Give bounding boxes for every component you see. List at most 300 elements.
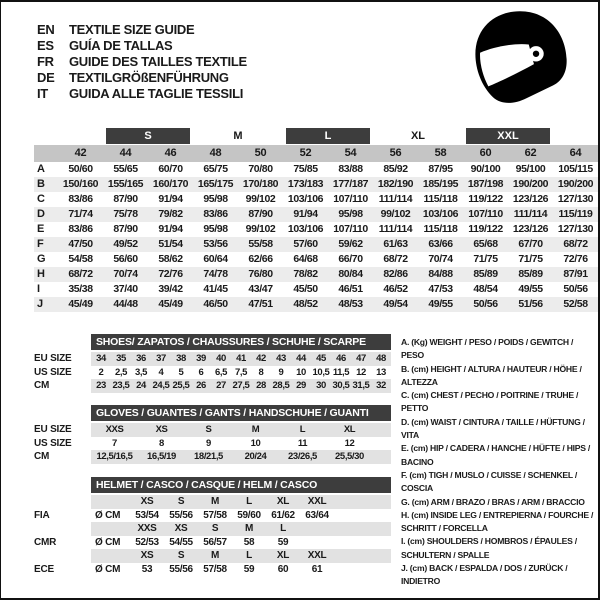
- measurement-value: 190/200: [557, 178, 594, 190]
- language-row: [37, 22, 247, 38]
- language-code: IT: [37, 86, 48, 101]
- legend-item: J. (cm) BACK / ESPALDA / DOS / ZURÜCK / INDIETRO: [401, 563, 568, 587]
- row-cells: [91, 352, 391, 366]
- cell-value: 6,5: [214, 366, 227, 378]
- helmet-row: [34, 522, 391, 536]
- measurement-value: 51/56: [518, 298, 543, 310]
- measurement-row: [34, 192, 598, 207]
- measurement-value: 71/74: [68, 208, 93, 220]
- diameter-unit-label: Ø CM: [95, 563, 121, 575]
- row-letter: J: [37, 298, 44, 310]
- measurement-value: 150/160: [62, 178, 99, 190]
- helmet-row: [34, 549, 391, 563]
- measurement-row: [34, 297, 598, 312]
- measurement-value: 83/86: [68, 193, 93, 205]
- size-number: 64: [569, 147, 582, 159]
- cell-value: 10: [296, 366, 306, 378]
- measurement-value: 182/190: [377, 178, 414, 190]
- diameter-unit-label: Ø CM: [95, 536, 121, 548]
- measurement-value: 49/54: [383, 298, 408, 310]
- measurement-row: [34, 207, 598, 222]
- row-cells: [91, 379, 391, 393]
- cell-value: 42: [256, 353, 266, 364]
- row-letter: F: [37, 238, 44, 250]
- measurement-value: 123/126: [512, 223, 549, 235]
- cell-value: S: [177, 550, 185, 561]
- cell-value: XS: [140, 550, 154, 561]
- cell-value: 23: [96, 380, 106, 391]
- measurement-value: 82/86: [383, 268, 408, 280]
- size-number: 60: [479, 147, 492, 159]
- measurement-value: 68/72: [383, 253, 408, 265]
- cell-value: 57/58: [203, 509, 227, 521]
- size-number: 54: [344, 147, 357, 159]
- measurement-value: 85/89: [473, 268, 498, 280]
- measurement-value: 47/53: [428, 283, 453, 295]
- measurement-value: 105/115: [558, 163, 593, 175]
- cell-value: 27: [216, 380, 226, 391]
- measurement-value: 99/102: [380, 208, 411, 220]
- measurement-value: 76/80: [248, 268, 273, 280]
- language-code: FR: [37, 54, 54, 69]
- language-code: EN: [37, 22, 55, 37]
- language-title: TEXTILGRÖßENFÜHRUNG: [69, 70, 229, 85]
- size-number: 46: [164, 147, 177, 159]
- cell-value: 53/54: [135, 509, 159, 521]
- cell-value: 20/24: [244, 451, 267, 462]
- row-letter: C: [37, 193, 45, 205]
- cell-value: 63/64: [305, 509, 329, 521]
- measurement-value: 56/60: [113, 253, 138, 265]
- helmet-row: [34, 563, 391, 577]
- measurement-value: 87/90: [113, 223, 138, 235]
- row-letter: H: [37, 268, 45, 280]
- measurement-value: 70/74: [113, 268, 138, 280]
- row-label: US SIZE: [34, 437, 72, 449]
- measurement-value: 55/58: [248, 238, 273, 250]
- measurement-value: 71/75: [518, 253, 543, 265]
- size-number: 44: [119, 147, 132, 159]
- legend-item: I. (cm) SHOULDERS / HOMBROS / ÉPAULES / SCHULTERN / SPALLE: [401, 536, 577, 560]
- group-m: M: [233, 130, 243, 142]
- measurement-value: 48/53: [338, 298, 363, 310]
- measurement-value: 111/114: [378, 223, 413, 235]
- measurement-value: 72/76: [158, 268, 183, 280]
- row-letter: G: [37, 253, 46, 265]
- cell-value: 55/56: [169, 509, 193, 521]
- row-letter: I: [37, 283, 41, 295]
- row-cells: [91, 437, 391, 451]
- language-row: [37, 54, 247, 70]
- measurement-value: 43/47: [248, 283, 273, 295]
- measurement-value: 103/106: [422, 208, 459, 220]
- cell-value: 30: [316, 380, 326, 391]
- measurement-value: 173/183: [287, 178, 324, 190]
- measurement-value: 155/165: [107, 178, 144, 190]
- row-label: FIA: [34, 509, 50, 521]
- measurement-value: 107/110: [333, 223, 368, 235]
- measurement-value: 78/82: [293, 268, 318, 280]
- language-title: TEXTILE SIZE GUIDE: [69, 22, 195, 37]
- measurement-value: 74/78: [203, 268, 228, 280]
- row-label: CM: [34, 380, 50, 391]
- row-cells: [130, 509, 334, 523]
- row-label: EU SIZE: [34, 424, 72, 435]
- row-cells: [91, 423, 391, 437]
- cell-value: 59/60: [237, 509, 261, 521]
- cell-value: 13: [376, 366, 386, 378]
- measurement-value: 46/52: [383, 283, 408, 295]
- cell-value: 48: [376, 353, 386, 364]
- cell-value: L: [280, 523, 286, 534]
- cell-value: 41: [236, 353, 246, 364]
- cell-value: 52/53: [135, 536, 159, 548]
- cell-value: XXL: [307, 550, 327, 561]
- cell-value: 38: [176, 353, 186, 364]
- measurement-value: 91/94: [293, 208, 318, 220]
- cell-value: 7: [112, 437, 117, 449]
- cell-value: 6: [198, 366, 204, 378]
- gloves-title: GLOVES / GUANTES / GANTS / HANDSCHUHE / GUANTI: [91, 405, 391, 421]
- gloves-rows: [34, 423, 391, 464]
- measurement-value: 87/90: [248, 208, 273, 220]
- measurement-value: 52/58: [563, 298, 588, 310]
- cell-value: 12,5/16,5: [96, 451, 133, 462]
- group-l: L: [286, 128, 370, 144]
- row-letter: A: [37, 163, 45, 175]
- helmet-rows: [34, 495, 391, 576]
- measurement-value: 50/56: [563, 283, 588, 295]
- cell-value: 2: [98, 366, 104, 378]
- measurement-value: 83/86: [203, 208, 228, 220]
- measurement-value: 111/114: [378, 193, 413, 205]
- cell-value: M: [210, 496, 220, 507]
- language-title: GUIDE DES TAILLES TEXTILE: [69, 54, 247, 69]
- cell-value: M: [251, 424, 260, 435]
- legend-item: A. (Kg) WEIGHT / PESO / POIDS / GEWITCH / PESO: [401, 337, 574, 361]
- measurement-value: 49/55: [518, 283, 543, 295]
- cell-value: 61: [311, 563, 323, 575]
- size-number: 62: [524, 147, 537, 159]
- cell-value: 45: [316, 353, 326, 364]
- measurement-value: 67/70: [518, 238, 543, 250]
- measurement-value: 91/94: [158, 223, 183, 235]
- measurement-value: 95/98: [338, 208, 363, 220]
- size-number: 58: [434, 147, 447, 159]
- measurement-value: 57/60: [293, 238, 318, 250]
- cell-value: 24,5: [152, 380, 170, 391]
- cell-value: 30,5: [332, 380, 350, 391]
- measurement-value: 47/51: [248, 298, 273, 310]
- legend-item: H. (cm) INSIDE LEG / ENTREPIERNA / FOURCHE / SCHRITT / FORCELLA: [401, 509, 594, 534]
- measurement-value: 95/98: [203, 223, 228, 235]
- measurement-value: 37/40: [113, 283, 138, 295]
- cell-value: 18/21,5: [194, 451, 223, 462]
- legend-item: B. (cm) HEIGHT / ALTURA / HAUTEUR / HÖHE / ALTEZZA: [401, 363, 582, 387]
- diameter-unit-label: [91, 495, 130, 509]
- measurement-value: 83/88: [338, 163, 363, 175]
- row-body: [91, 549, 391, 563]
- measurement-rows: [34, 162, 598, 312]
- cell-value: 25,5/30: [335, 451, 364, 462]
- size-row-spacer: [34, 145, 58, 162]
- gloves-section: [34, 405, 391, 464]
- cell-value: 3,5: [134, 366, 147, 378]
- row-label: US SIZE: [34, 366, 72, 378]
- measurement-value: 65/75: [203, 163, 228, 175]
- cell-value: XXS: [105, 424, 124, 435]
- shoes-row: [34, 379, 391, 393]
- helmet-row: [34, 495, 391, 509]
- measurement-value: 115/119: [558, 208, 593, 220]
- measurement-value: 45/49: [68, 298, 93, 310]
- measurement-value: 60/64: [203, 253, 228, 265]
- measurement-value: 99/102: [245, 193, 276, 205]
- cell-value: 12: [356, 366, 366, 378]
- measurement-value: 103/106: [287, 193, 324, 205]
- language-title: GUÍA DE TALLAS: [69, 38, 173, 53]
- cell-value: 25,5: [172, 380, 190, 391]
- cell-value: 23,5: [112, 380, 130, 391]
- gloves-row: [34, 437, 391, 451]
- row-cells: [130, 536, 334, 550]
- row-letter: E: [37, 223, 45, 235]
- cell-value: 60: [277, 563, 289, 575]
- language-row: [37, 86, 247, 102]
- measurement-value: 71/75: [473, 253, 498, 265]
- row-cells: [91, 450, 391, 464]
- cell-value: 59: [277, 536, 289, 548]
- row-body: [91, 536, 391, 550]
- measurement-value: 177/187: [332, 178, 369, 190]
- cell-value: 34: [96, 353, 106, 364]
- cell-value: XL: [276, 496, 290, 507]
- cell-value: 23/26,5: [288, 451, 317, 462]
- measurement-value: 83/86: [68, 223, 93, 235]
- gloves-row: [34, 450, 391, 464]
- row-letter: B: [37, 178, 45, 190]
- measurement-value: 185/195: [422, 178, 459, 190]
- diameter-unit-label: [91, 549, 130, 563]
- measurement-value: 87/91: [563, 268, 588, 280]
- size-number-row: [34, 145, 598, 162]
- size-group-row: [34, 128, 598, 144]
- cell-value: 35: [116, 353, 126, 364]
- cell-value: 55/56: [169, 563, 193, 575]
- size-number: 56: [389, 147, 402, 159]
- row-cells: [130, 549, 334, 563]
- cell-value: S: [177, 496, 185, 507]
- cell-value: 4: [158, 366, 164, 378]
- language-title: GUIDA ALLE TAGLIE TESSILI: [69, 86, 244, 101]
- measurement-value: 47/50: [68, 238, 93, 250]
- cell-value: 10,5: [312, 366, 330, 378]
- measurement-row: [34, 267, 598, 282]
- racing-helmet-icon: [464, 6, 578, 114]
- cell-value: L: [299, 424, 306, 435]
- language-row: [37, 70, 247, 86]
- measurement-value: 45/49: [158, 298, 183, 310]
- measurement-value: 127/130: [557, 223, 594, 235]
- cell-value: L: [246, 550, 252, 561]
- measurement-value: 62/66: [248, 253, 273, 265]
- cell-value: S: [211, 523, 219, 534]
- cell-value: 8: [159, 437, 164, 449]
- measurement-value: 75/85: [293, 163, 318, 175]
- measurement-value: 80/84: [338, 268, 363, 280]
- helmet-title: HELMET / CASCO / CASQUE / HELM / CASCO: [91, 477, 391, 493]
- language-row: [37, 38, 247, 54]
- shoes-row: [34, 366, 391, 380]
- measurement-value: 95/100: [515, 163, 546, 175]
- measurement-value: 41/45: [203, 283, 228, 295]
- measurement-value: 111/114: [513, 208, 548, 220]
- cell-value: 43: [276, 353, 286, 364]
- cell-value: L: [246, 496, 252, 507]
- row-body: [91, 495, 391, 509]
- measurement-value: 107/110: [468, 208, 503, 220]
- measurement-value: 48/54: [473, 283, 498, 295]
- measurement-value: 70/80: [248, 163, 273, 175]
- measurement-value: 54/58: [68, 253, 93, 265]
- measurement-value: 60/70: [158, 163, 183, 175]
- measurement-value: 70/74: [428, 253, 453, 265]
- measurement-value: 49/52: [113, 238, 138, 250]
- measurement-value: 87/90: [113, 193, 138, 205]
- size-number: 50: [254, 147, 267, 159]
- cell-value: 7,5: [234, 366, 247, 378]
- measurement-value: 84/88: [428, 268, 453, 280]
- cell-value: XS: [155, 424, 168, 435]
- measurement-value: 49/55: [428, 298, 453, 310]
- cell-value: 11,5: [332, 366, 350, 378]
- measurement-row: [34, 252, 598, 267]
- language-code: ES: [37, 38, 54, 53]
- cell-value: 36: [136, 353, 146, 364]
- cell-value: 8: [258, 366, 264, 378]
- group-s: S: [106, 128, 190, 144]
- group-xl: XL: [410, 130, 426, 142]
- measurement-value: 85/92: [383, 163, 408, 175]
- legend-item: G. (cm) ARM / BRAZO / BRAS / ARM / BRACCIO: [401, 496, 585, 507]
- helmet-section: [34, 477, 391, 576]
- textile-size-table: [34, 128, 598, 312]
- measurement-value: 68/72: [68, 268, 93, 280]
- row-letter: D: [37, 208, 45, 220]
- measurement-row: [34, 162, 598, 177]
- legend-item: C. (cm) CHEST / PECHO / POITRINE / TRUHE / PETTO: [401, 390, 579, 414]
- cell-value: 28: [256, 380, 266, 391]
- measurement-value: 46/50: [203, 298, 228, 310]
- row-cells: [130, 495, 334, 509]
- measurement-value: 115/118: [423, 223, 458, 235]
- measurement-value: 44/48: [113, 298, 138, 310]
- cell-value: 12: [344, 437, 355, 449]
- measurement-value: 66/70: [338, 253, 363, 265]
- cell-value: M: [210, 550, 220, 561]
- cell-value: S: [205, 424, 212, 435]
- cell-value: 31,5: [352, 380, 370, 391]
- row-label: EU SIZE: [34, 353, 72, 364]
- measurement-value: 68/72: [563, 238, 588, 250]
- language-code: DE: [37, 70, 55, 85]
- cell-value: 9: [206, 437, 211, 449]
- measurement-value: 35/38: [68, 283, 93, 295]
- cell-value: 59: [243, 563, 255, 575]
- measurement-value: 79/82: [158, 208, 183, 220]
- measurement-value: 50/60: [68, 163, 93, 175]
- cell-value: 61/62: [271, 509, 295, 521]
- legend-item: D. (cm) WAIST / CINTURA / TAILLE / HÜFTUNG / VITA: [401, 416, 585, 441]
- row-body: [91, 563, 391, 577]
- measurement-value: 55/65: [113, 163, 138, 175]
- measurement-row: [34, 237, 598, 252]
- cell-value: XXL: [307, 496, 327, 507]
- measurement-value: 187/198: [467, 178, 504, 190]
- measurement-value: 50/56: [473, 298, 498, 310]
- measurement-legend: [401, 336, 598, 589]
- shoes-title: SHOES/ ZAPATOS / CHAUSSURES / SCHUHE / SCARPE: [91, 334, 391, 350]
- measurement-value: 90/100: [470, 163, 501, 175]
- gloves-row: [34, 423, 391, 437]
- measurement-value: 39/42: [158, 283, 183, 295]
- measurement-row: [34, 282, 598, 297]
- measurement-value: 103/106: [287, 223, 324, 235]
- row-cells: [91, 366, 391, 380]
- shoes-rows: [34, 352, 391, 393]
- cell-value: XL: [343, 424, 356, 435]
- measurement-value: 190/200: [512, 178, 549, 190]
- measurement-value: 61/63: [383, 238, 408, 250]
- cell-value: 27,5: [232, 380, 250, 391]
- cell-value: 5: [178, 366, 184, 378]
- cell-value: 9: [278, 366, 284, 378]
- cell-value: 46: [336, 353, 346, 364]
- measurement-row: [34, 222, 598, 237]
- row-label: CMR: [34, 536, 57, 548]
- measurement-value: 107/110: [333, 193, 368, 205]
- measurement-value: 53/56: [203, 238, 228, 250]
- cell-value: 54/55: [169, 536, 193, 548]
- measurement-value: 48/52: [293, 298, 318, 310]
- diameter-unit-label: [91, 522, 130, 536]
- group-xxl: XXL: [466, 128, 550, 144]
- cell-value: 47: [356, 353, 366, 364]
- measurement-value: 99/102: [245, 223, 276, 235]
- legend-item: F. (cm) TIGH / MUSLO / CUISSE / SCHENKEL / COSCIA: [401, 469, 578, 494]
- helmet-row: [34, 509, 391, 523]
- cell-value: 44: [296, 353, 306, 364]
- cell-value: 2,5: [114, 366, 127, 378]
- cell-value: XXS: [137, 523, 157, 534]
- measurement-value: 51/54: [158, 238, 183, 250]
- cell-value: 24: [136, 380, 146, 391]
- measurement-value: 58/62: [158, 253, 183, 265]
- shoes-section: [34, 334, 391, 393]
- row-body: [91, 509, 391, 523]
- measurement-value: 75/78: [113, 208, 138, 220]
- legend-item: E. (cm) HIP / CADERA / HANCHE / HÜFTE / HIPS / BACINO: [401, 443, 591, 467]
- cell-value: 57/58: [203, 563, 227, 575]
- cell-value: XL: [276, 550, 290, 561]
- cell-value: 56/57: [203, 536, 227, 548]
- helmet-row: [34, 536, 391, 550]
- measurement-value: 46/51: [338, 283, 363, 295]
- measurement-value: 115/118: [423, 193, 458, 205]
- measurement-value: 170/180: [242, 178, 279, 190]
- measurement-value: 72/76: [563, 253, 588, 265]
- measurement-value: 127/130: [557, 193, 594, 205]
